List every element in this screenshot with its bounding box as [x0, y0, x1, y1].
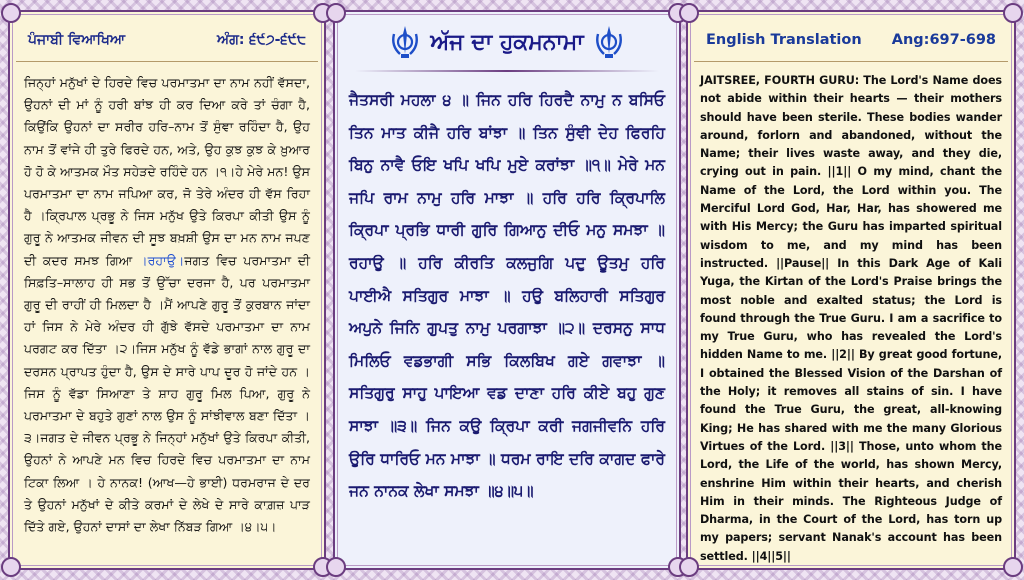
- khanda-icon: [594, 24, 624, 60]
- explanation-part-2: ਜਗਤ ਵਿਚ ਪਰਮਾਤਮਾ ਦੀ ਸਿਫ਼ਤਿ–ਸਾਲਾਹ ਹੀ ਸਭ ਤੋਂ ਉੱਚਾ ਦਰਜਾ ਹੈ, ਪਰ ਪਰਮਾਤਮਾ ਗੁਰੂ ਦੀ ਰਾਹੀਂ ਹੀ ਮਿਲਦਾ ਹੈ ।ਮੈਂ ਆਪਣੇ ਗੁਰੂ ਤੋਂ ਕੁਰਬਾਨ ਜਾਂਦਾ ਹਾਂ ਜਿਸ ਨੇ ਮੇਰੇ ਅੰਦਰ ਹੀ ਗੁੱਝੇ ਵੱਸਦੇ ਪਰਮਾਤਮਾ ਦਾ ਨਾਮ ਪਰਗਟ ਕਰ ਦਿੱਤਾ ।੨।ਜਿਸ ਮਨੁੱਖ ਨੂੰ ਵੱਡੇ ਭਾਗਾਂ ਨਾਲ ਗੁਰੂ ਦਾ ਦਰਸਨ ਪ੍ਰਾਪਤ ਹੁੰਦਾ ਹੈ, ਉਸ ਦੇ ਸਾਰੇ ਪਾਪ ਦੂਰ ਹੋ ਜਾਂਦੇ ਹਨ । ਜਿਸ ਨੂੰ ਵੱਡਾ ਸਿਆਣਾ ਤੇ ਸ਼ਾਹ ਗੁਰੂ ਮਿਲ ਪਿਆ, ਗੁਰੂ ਨੇ ਪਰਮਾਤਮਾ ਦੇ ਬਹੁਤੇ ਗੁਣਾਂ ਨਾਲ ਉਸ ਨੂੰ ਸਾਂਝੀਵਾਲ ਬਣਾ ਦਿੱਤਾ ।੩।ਜਗਤ ਦੇ ਜੀਵਨ ਪ੍ਰਭੂ ਨੇ ਜਿਨ੍ਹਾਂ ਮਨੁੱਖਾਂ ਉਤੇ ਕਿਰਪਾ ਕੀਤੀ, ਉਹਨਾਂ ਨੇ ਆਪਣੇ ਮਨ ਵਿਚ ਹਿਰਦੇ ਵਿਚ ਪਰਮਾਤਮਾ ਦਾ ਨਾਮ ਟਿਕਾ ਲਿਆ । ਹੇ ਨਾਨਕ! (ਆਖ—ਹੇ ਭਾਈ) ਧਰਮਰਾਜ ਦੇ ਦਰ ਤੇ ਉਹਨਾਂ ਮਨੁੱਖਾਂ ਦੇ ਕੀਤੇ ਕਰਮਾਂ ਦੇ ਲੇਖੇ ਦੇ ਸਾਰੇ ਕਾਗ਼ਜ਼ ਪਾੜ ਦਿੱਤੇ ਗਏ, ਉਹਨਾਂ ਦਾਸਾਂ ਦਾ ਲੇਖਾ ਨਿੱਬੜ ਗਿਆ ।੪।੫।: [24, 252, 310, 535]
- hukamnama-panel: [333, 10, 681, 570]
- hukamnama-text: ਜੈਤਸਰੀ ਮਹਲਾ ੪ ॥ ਜਿਨ ਹਰਿ ਹਿਰਦੈ ਨਾਮੁ ਨ ਬਸਿਓ ਤਿਨ ਮਾਤ ਕੀਜੈ ਹਰਿ ਬਾਂਝਾ ॥ ਤਿਨ ਸੁੰਞੀ ਦੇਹ ਫਿਰਹਿ ਬਿਨੁ ਨਾਵੈ ਓਇ ਖਪਿ ਖਪਿ ਮੁਏ ਕਰਾਂਝਾ ॥੧॥ ਮੇਰੇ ਮਨ ਜਪਿ ਰਾਮ ਨਾਮੁ ਹਰਿ ਮਾਝਾ ॥ ਹਰਿ ਹਰਿ ਕ੍ਰਿਪਾਲਿ ਕ੍ਰਿਪਾ ਪ੍ਰਭਿ ਧਾਰੀ ਗੁਰਿ ਗਿਆਨੁ ਦੀਓ ਮਨੁ ਸਮਝਾ ॥ ਰਹਾਉ ॥ ਹਰਿ ਕੀਰਤਿ ਕਲਜੁਗਿ ਪਦੁ ਊਤਮੁ ਹਰਿ ਪਾਈਐ ਸਤਿਗੁਰ ਮਾਝਾ ॥ ਹਉ ਬਲਿਹਾਰੀ ਸਤਿਗੁਰ ਅਪੁਨੇ ਜਿਨਿ ਗੁਪਤੁ ਨਾਮੁ ਪਰਗਾਝਾ ॥੨॥ ਦਰਸਨੁ ਸਾਧ ਮਿਲਿਓ ਵਡਭਾਗੀ ਸਭਿ ਕਿਲਬਿਖ ਗਏ ਗਵਾਝਾ ॥ ਸਤਿਗੁਰੁ ਸਾਹੁ ਪਾਇਆ ਵਡ ਦਾਣਾ ਹਰਿ ਕੀਏ ਬਹੁ ਗੁਣ ਸਾਝਾ ॥੩॥ ਜਿਨ ਕਉ ਕ੍ਰਿਪਾ ਕਰੀ ਜਗਜੀਵਨਿ ਹਰਿ ਉਰਿ ਧਾਰਿਓ ਮਨ ਮਾਝਾ ॥ ਧਰਮ ਰਾਇ ਦਰਿ ਕਾਗਦ ਫਾਰੇ ਜਨ ਨਾਨਕ ਲੇਖਾ ਸਮਝਾ ॥੪॥੫॥: [349, 91, 665, 501]
- panel-title: English Translation: [706, 31, 862, 48]
- explanation-part-1: ਜਿਨ੍ਹਾਂ ਮਨੁੱਖਾਂ ਦੇ ਹਿਰਦੇ ਵਿਚ ਪਰਮਾਤਮਾ ਦਾ ਨਾਮ ਨਹੀਂ ਵੱਸਦਾ, ਉਹਨਾਂ ਦੀ ਮਾਂ ਨੂੰ ਹਰੀ ਬਾਂਝ ਹੀ ਕਰ ਦਿਆ ਕਰੇ ਤਾਂ ਚੰਗਾ ਹੈ, ਕਿਉਂਕਿ ਉਹਨਾਂ ਦਾ ਸਰੀਰ ਹਰਿ–ਨਾਮ ਤੋਂ ਸੁੰਞਾ ਰਹਿੰਦਾ ਹੈ, ਉਹ ਨਾਮ ਤੋਂ ਵਾਂਜੇ ਹੀ ਤੁਰੇ ਫਿਰਦੇ ਹਨ, ਅਤੇ, ਉਹ ਕੁਝ ਕੁਝ ਕੇ ਖ਼ੁਆਰ ਹੋ ਹੋ ਕੇ ਆਤਮਕ ਮੌਤ ਸਹੇੜਦੇ ਰਹਿੰਦੇ ਹਨ ।੧।ਹੇ ਮੇਰੇ ਮਨ! ਉਸ ਪਰਮਾਤਮਾ ਦਾ ਨਾਮ ਜਪਿਆ ਕਰ, ਜੋ ਤੇਰੇ ਅੰਦਰ ਹੀ ਵੱਸ ਰਿਹਾ ਹੈ ।ਕ੍ਰਿਪਾਲ ਪ੍ਰਭੂ ਨੇ ਜਿਸ ਮਨੁੱਖ ਉਤੇ ਕਿਰਪਾ ਕੀਤੀ ਉਸ ਨੂੰ ਗੁਰੂ ਨੇ ਆਤਮਕ ਜੀਵਨ ਦੀ ਸੂਝ ਬਖ਼ਸ਼ੀ ਉਸ ਦਾ ਮਨ ਨਾਮ ਜਪਣ ਦੀ ਕਦਰ ਸਮਝ ਗਿਆ: [24, 75, 310, 268]
- english-translation-text: JAITSREE, FOURTH GURU: The Lord's Name does not abide within their hearts — their mothers should have been sterile. These bodies wander around, forlorn and abandoned, without the Name; their lives waste away, and they die, crying out in pain. ||1|| O my mind, chant the Name of the Lord, the Lord within you. The Merciful Lord God, Har, Har, has showered me with His Mercy; the Guru has imparted spiritual wisdom to me, and my mind has been instructed. ||Pause|| In this Dark Age of Kali Yuga, the Kirtan of the Lord's Praise brings the most noble and exalted status; the Lord is found through the True Guru. I am a sacrifice to my True Guru, who has revealed the Lord's hidden Name to me. ||2|| By great good fortune, I obtained the Blessed Vision of the Darshan of the Holy; it removes all stains of sin. I have found the True Guru, the great, all-knowing King; He has shared with me the many Glorious Virtues of the Lord. ||3|| Those, unto whom the Lord, the Life of the world, has shown Mercy, enshrine Him within their hearts, and cherish Him in their minds. The Righteous Judge of Dharma, in the Court of the Lord, has torn up my papers; servant Nanak's account has been settled. ||4||5||: [700, 74, 1002, 563]
- corner-ornament: [1003, 557, 1023, 577]
- corner-ornament: [679, 557, 699, 577]
- hukamnama-title: ਅੱਜ ਦਾ ਹੁਕਮਨਾਮਾ: [430, 29, 584, 55]
- khanda-icon: [390, 24, 420, 60]
- panel-header: [16, 18, 318, 62]
- punjabi-explanation-panel: [8, 10, 326, 570]
- english-translation-panel: [686, 10, 1016, 570]
- punjabi-explanation-text: [24, 72, 310, 556]
- rahao-marker: ।ਰਹਾਉ।: [139, 252, 185, 268]
- panel-header: [694, 18, 1008, 62]
- corner-ornament: [326, 557, 346, 577]
- ang-number: Ang:697-698: [891, 31, 996, 48]
- corner-ornament: [1, 557, 21, 577]
- hukamnama-header: [341, 12, 673, 72]
- panel-title: ਪੰਜਾਬੀ ਵਿਆਖਿਆ: [28, 31, 126, 48]
- header-divider: [355, 70, 659, 72]
- ang-number: ਅੰਗ: ੬੯੭-੬੯੮: [217, 31, 306, 48]
